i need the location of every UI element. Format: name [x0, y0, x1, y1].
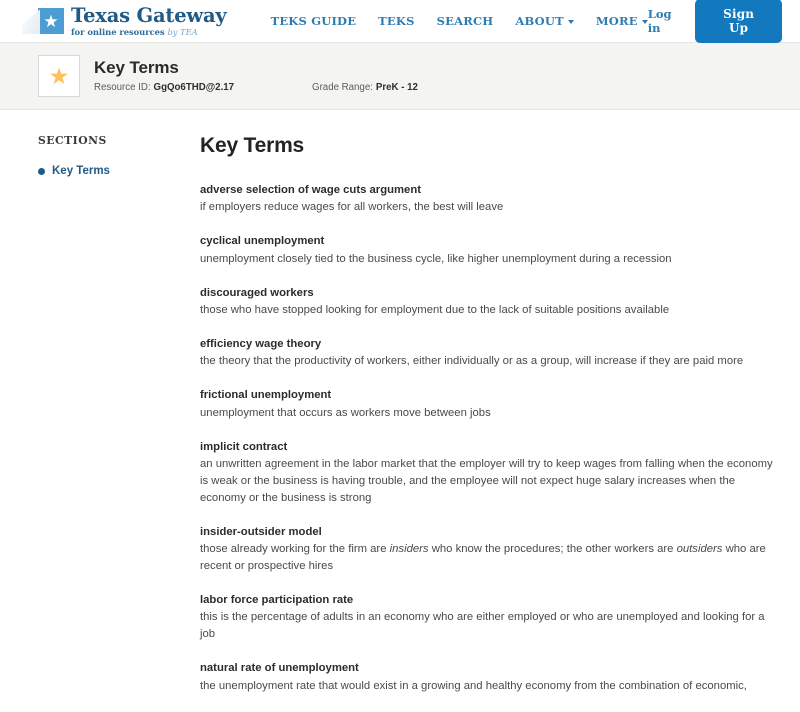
key-term-definition: unemployment closely tied to the business cycle, like higher unemployment during a recession: [200, 252, 672, 265]
key-term-entry: [200, 387, 776, 421]
key-term-name: discouraged workers: [200, 286, 314, 299]
nav-label: TEKS GUIDE: [270, 14, 357, 28]
logo-tagline-by: by TEA: [167, 26, 198, 37]
key-term-name: labor force participation rate: [200, 594, 354, 606]
sidebar-item-label: Key Terms: [52, 165, 110, 177]
nav-label: ABOUT: [515, 14, 564, 28]
logo-tagline-main: for online resources: [71, 26, 168, 37]
primary-nav: [271, 14, 648, 28]
logo-star-badge: [38, 8, 64, 34]
resource-banner-body: [94, 59, 800, 94]
page-body: [0, 110, 800, 712]
key-term-name: frictional unemployment: [200, 389, 332, 402]
key-term-name: adverse selection of wage cuts argument: [200, 184, 421, 196]
nav-label: SEARCH: [436, 14, 494, 28]
key-term-definition: those already working for the firm are insiders who know the procedures; the other workers are outsiders who are recent or prospective hires: [200, 543, 766, 573]
nav-label: MORE: [595, 14, 638, 28]
sections-sidebar: [0, 134, 200, 712]
key-term-definition: the unemployment rate that would exist in a growing and healthy economy from the combination of economic,: [200, 679, 747, 692]
resource-icon-box: [38, 55, 80, 97]
key-term-name: implicit contract: [200, 440, 288, 453]
nav-account-actions: [648, 0, 782, 43]
resource-id-value: GgQo6THD@2.17: [153, 82, 235, 94]
chevron-down-icon: [642, 20, 648, 24]
key-term-definition: the theory that the productivity of workers, either individually or as a group, will increase if they are paid more: [200, 355, 744, 368]
key-term-name: efficiency wage theory: [200, 337, 322, 350]
key-term-name: cyclical unemployment: [200, 235, 325, 248]
key-term-name: natural rate of unemployment: [200, 662, 359, 675]
login-link[interactable]: Log in: [647, 7, 672, 35]
key-term-name: insider-outsider model: [200, 525, 322, 538]
nav-item-about[interactable]: [515, 14, 573, 28]
key-term-entry: [200, 592, 776, 643]
nav-item-search[interactable]: [437, 14, 494, 28]
key-term-definition: this is the percentage of adults in an economy who are either employed or who are unemployed and looking for a job: [200, 611, 765, 641]
key-term-entry: [200, 660, 776, 694]
site-logo-link[interactable]: [22, 6, 227, 36]
key-term-entry: [200, 182, 776, 216]
sidebar-item-key-terms[interactable]: [38, 165, 190, 177]
key-term-entry: [200, 336, 776, 370]
key-term-definition: an unwritten agreement in the labor market that the employer will try to keep wages from falling when the economy is weak or the business is having trouble, and the employee will not expect huge salary increases when the economy or the business is strong: [200, 457, 773, 504]
top-navigation-bar: [0, 0, 800, 42]
logo-swoosh-decoration: [22, 8, 40, 34]
resource-banner: [0, 42, 800, 110]
resource-id-label: Resource ID:: [94, 82, 151, 94]
bullet-icon: [38, 168, 45, 175]
resource-title: Key Terms: [94, 57, 179, 77]
logo-title: Texas Gateway: [71, 4, 227, 28]
logo-text-block: [71, 6, 227, 36]
key-term-entry: [200, 439, 776, 507]
key-terms-list: [200, 182, 776, 695]
key-term-entry: [200, 233, 776, 267]
nav-label: TEKS: [378, 14, 415, 28]
nav-item-teks-guide[interactable]: [271, 14, 357, 28]
grade-range-label: Grade Range:: [312, 82, 373, 94]
main-content: [200, 134, 800, 712]
star-icon: ★: [48, 62, 70, 89]
grade-range-group: [312, 82, 418, 93]
key-term-definition: those who have stopped looking for employment due to the lack of suitable positions available: [200, 304, 670, 316]
key-term-entry: [200, 524, 776, 575]
key-term-definition: unemployment that occurs as workers move between jobs: [200, 406, 491, 419]
key-term-entry: [200, 285, 776, 319]
nav-item-teks[interactable]: [378, 14, 414, 28]
star-icon: ★: [43, 11, 59, 31]
resource-metadata: [94, 82, 800, 93]
key-term-definition: if employers reduce wages for all workers, the best will leave: [200, 201, 504, 214]
logo-tagline: [71, 28, 227, 36]
chevron-down-icon: [568, 20, 574, 24]
grade-range-value: PreK - 12: [375, 82, 418, 94]
nav-item-more[interactable]: [596, 14, 648, 28]
signup-button[interactable]: Sign Up: [695, 0, 782, 43]
sidebar-heading: SECTIONS: [38, 134, 107, 147]
page-title: Key Terms: [200, 134, 305, 157]
